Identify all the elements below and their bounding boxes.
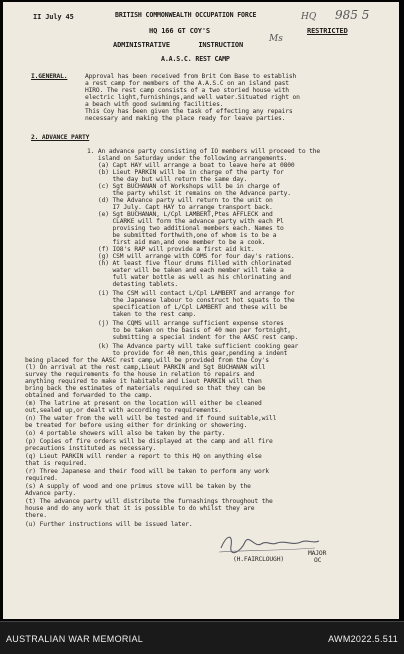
section-general-line: HIRO. The rest camp consists of a two storied house with bbox=[85, 87, 289, 94]
section-general-line: a beach with good swimming facilities. bbox=[85, 101, 224, 108]
advance-line: (a) Capt HAY will arrange a boat to leave here at 0800 bbox=[87, 162, 295, 169]
section-general-line: a rest camp for members of the A.A.S.C on an island past bbox=[85, 80, 289, 87]
advance-line: there. bbox=[25, 512, 47, 519]
advance-line: that is required. bbox=[25, 460, 87, 467]
section-general-line: necessary and making the place ready for leave parties. bbox=[85, 115, 286, 122]
signatory-name: (H.FAIRCLOUGH) bbox=[233, 556, 284, 563]
archive-footer bbox=[0, 621, 404, 654]
advance-line: provising two additional members each. Names to bbox=[87, 225, 284, 232]
advance-line: (u) Further instructions will be issued later. bbox=[25, 521, 193, 528]
advance-line: (r) Three Japanese and their food will be taken to perform any work bbox=[25, 468, 269, 475]
handwritten-note: Ms bbox=[269, 34, 283, 44]
advance-line: (o) 4 portable showers will also be taken by the party. bbox=[25, 430, 226, 437]
section-general-heading: I.GENERAL. bbox=[31, 73, 68, 80]
advance-line: (g) CSM will arrange with COMS for four day's rations. bbox=[87, 253, 295, 260]
advance-line: be submitted forthwith,one of whom is to be a bbox=[87, 232, 277, 239]
advance-line: first aid man,and one member to be a cook. bbox=[87, 239, 266, 246]
advance-line: specification of L/Cpl LAMBERT and these will be bbox=[87, 304, 288, 311]
advance-line: the Japanese labour to construct hot squats to the bbox=[87, 297, 295, 304]
advance-line: (s) A supply of wood and one primus stove will be taken by the bbox=[25, 483, 251, 490]
top-title: BRITISH COMMONWEALTH OCCUPATION FORCE bbox=[115, 11, 257, 19]
advance-line: (j) The CQMS will arrange sufficient expense stores bbox=[87, 320, 284, 327]
advance-line: to be taken on the basis of 40 men per fortnight, bbox=[87, 327, 291, 334]
advance-line: (d) The Advance party will return to the unit on bbox=[87, 197, 273, 204]
section-general-line: Approval has been received from Brit Com Base to establish bbox=[85, 73, 297, 80]
advance-line: water will be taken and each member will take a bbox=[87, 267, 284, 274]
advance-line: anything required to make it habitable and Lieut PARKIN will then bbox=[25, 378, 262, 385]
advance-line: house and do any work that it is possible to do whilst they are bbox=[25, 505, 255, 512]
accession-number: AWM2022.5.511 bbox=[328, 634, 398, 644]
advance-line: island on Saturday under the following arrangements. bbox=[87, 155, 288, 162]
signatory-appointment: OC bbox=[314, 557, 322, 564]
advance-line: (q) Lieut PARKIN will render a report to this HQ on anything else bbox=[25, 453, 262, 460]
advance-line: out,sealed up,or dealt with according to requirements. bbox=[25, 407, 222, 414]
advance-line: to provide for 40 men,this gear,pending a indent bbox=[87, 350, 288, 357]
advance-line: be treated for before using either for drinking or showering. bbox=[25, 422, 248, 429]
handwritten-reference: 985 5 bbox=[335, 8, 370, 22]
advance-line: 1. An advance party consisting of IO members will proceed to the bbox=[87, 148, 321, 155]
section-advance-party-heading: 2. ADVANCE PARTY bbox=[31, 134, 90, 141]
restricted-marking: RESTRICTED bbox=[307, 27, 348, 35]
advance-line: (f) IO8's RAP will provide a first aid kit. bbox=[87, 246, 255, 253]
advance-line: (i) The CSM will contact L/Cpl LAMBERT and arrange for bbox=[87, 290, 295, 297]
advance-line: (b) Lieut PARKIN will be in charge of the party for bbox=[87, 169, 284, 176]
advance-line: taken to the rest camp. bbox=[87, 311, 197, 318]
advance-line: Advance party. bbox=[25, 490, 76, 497]
advance-line: being placed for the AASC rest camp,will be provided from the Coy's bbox=[25, 357, 269, 364]
admin-instruction-title: ADMINISTRATIVE INSTRUCTION bbox=[113, 41, 244, 49]
unit-designation: HQ 166 GT COY'S bbox=[149, 27, 210, 35]
section-general-line: This Coy has been given the task of effecting any repairs bbox=[85, 108, 293, 115]
advance-line: the day but will return the same day. bbox=[87, 176, 248, 183]
advance-line: (e) Sgt BUCHANAN, L/Cpl LAMBERT,Ptes AFFLECK and bbox=[87, 211, 273, 218]
advance-line: (n) The water from the well will be tested and if found suitable,will bbox=[25, 415, 277, 422]
advance-line: (m) The latrine at present on the location will either be cleaned bbox=[25, 400, 262, 407]
advance-line: (t) The advance party will distribute the furnashings throughout the bbox=[25, 498, 273, 505]
advance-line: submitting a special indent for the AASC rest camp. bbox=[87, 334, 299, 341]
date-reference: II July 45 bbox=[33, 13, 74, 21]
advance-line: the party whilst it remains on the Advance party. bbox=[87, 190, 291, 197]
advance-line: precautions instituted as necessary. bbox=[25, 445, 157, 452]
advance-line: (h) At least five flour drums filled with chlorinated bbox=[87, 260, 291, 267]
advance-line: (l) On arrival at the rest camp,Lieut PARKIN and Sgt BUCHANAN will bbox=[25, 364, 266, 371]
advance-line: required. bbox=[25, 475, 58, 482]
advance-line: (c) Sgt BUCHANAN of Workshops will be in charge of bbox=[87, 183, 280, 190]
institution-name: AUSTRALIAN WAR MEMORIAL bbox=[6, 634, 144, 644]
advance-line: I7 July. Capt HAY to arrange transport back. bbox=[87, 204, 273, 211]
advance-line: (p) Copies of fire orders will be displayed at the camp and all fire bbox=[25, 438, 273, 445]
signatory-rank: MAJOR bbox=[308, 550, 327, 557]
advance-line: bring back the estimates of materials required so that they can be bbox=[25, 385, 266, 392]
paper-sheet bbox=[3, 2, 399, 619]
advance-line: survey the requirements fo the house in relation to repairs and bbox=[25, 371, 255, 378]
advance-line: detasting tablets. bbox=[87, 281, 179, 288]
section-general-line: electric light,furnishings,and well water.Situated right on bbox=[85, 94, 300, 101]
advance-line: (k) The Advance party will take sufficient cooking gear bbox=[87, 343, 299, 350]
advance-line: obtained and forwarded to the camp. bbox=[25, 392, 153, 399]
advance-line: CLARKE will form the advance party with each Pl bbox=[87, 218, 284, 225]
advance-line: full water bottle as well as his chlorinating and bbox=[87, 274, 291, 281]
handwritten-hq: HQ bbox=[301, 12, 317, 22]
subject-line: A.A.S.C. REST CAMP bbox=[161, 55, 230, 63]
